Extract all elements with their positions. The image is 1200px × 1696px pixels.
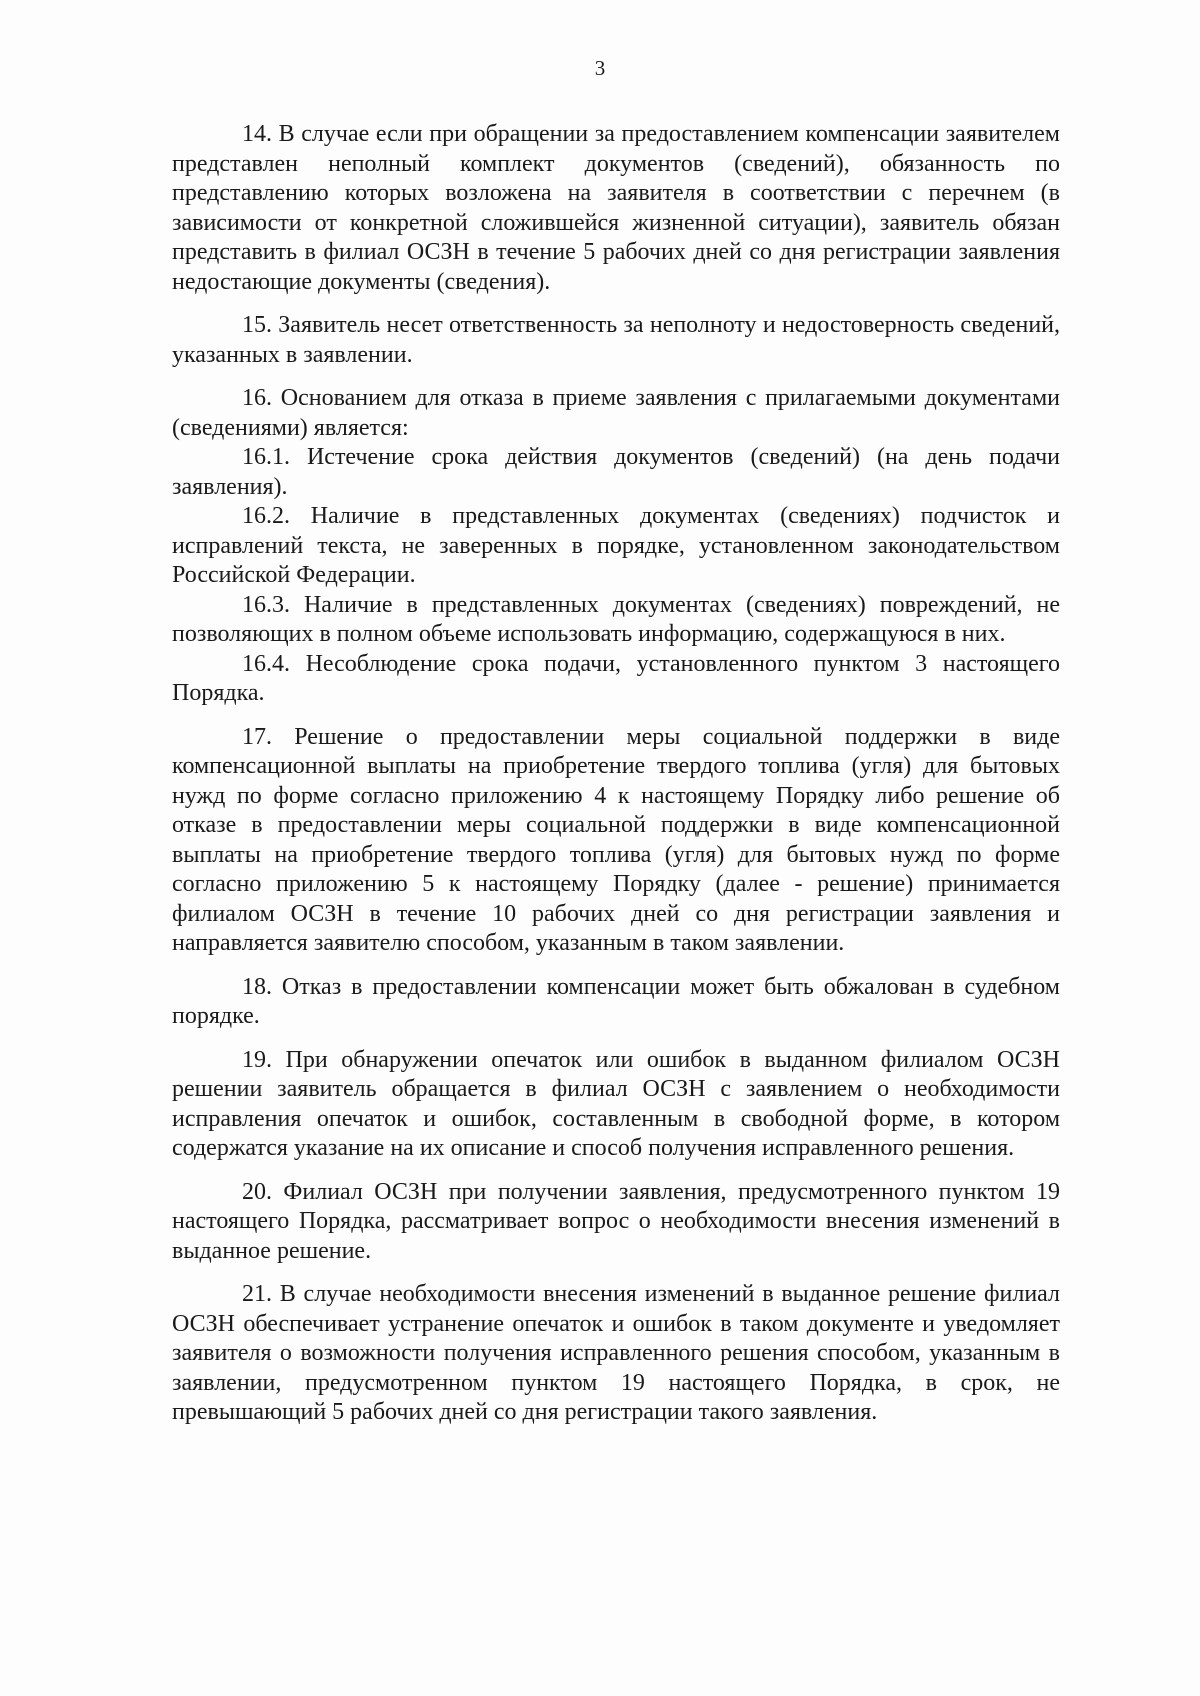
paragraph-16-3: 16.3. Наличие в представленных документах (сведениях) повреждений, не позволяющих в полном объеме использовать информацию, содержащуюся в них. — [172, 591, 1060, 647]
paragraph-16-4: 16.4. Несоблюдение срока подачи, установленного пунктом 3 настоящего Порядка. — [172, 650, 1060, 706]
paragraph-15: 15. Заявитель несет ответственность за неполноту и недостоверность сведений, указанных в заявлении. — [172, 312, 1060, 368]
page-number: 3 — [594, 56, 606, 80]
paragraph-20: 20. Филиал ОСЗН при получении заявления, предусмотренного пунктом 19 настоящего Порядка, рассматривает вопрос о необходимости внесения изменений в выданное решение. — [172, 1178, 1060, 1264]
paragraph-18: 18. Отказ в предоставлении компенсации может быть обжалован в судебном порядке. — [172, 973, 1060, 1029]
paragraph-21: 21. В случае необходимости внесения изменений в выданное решение филиал ОСЗН обеспечивает устранение опечаток и ошибок в таком документе и уведомляет заявителя о возможности получения исправленного решения способом, указанным в заявлении, предусмотренном пунктом 19 настоящего Порядка, в срок, не превышающий 5 рабочих дней со дня регистрации такого заявления. — [172, 1281, 1060, 1425]
document-body — [172, 120, 1060, 1428]
paragraph-17: 17. Решение о предоставлении меры социальной поддержки в виде компенсационной выплаты на приобретение твердого топлива (угля) для бытовых нужд по форме согласно приложению 4 к настоящему Порядку либо решение об отказе в предоставлении меры социальной поддержки в виде компенсационной выплаты на приобретение твердого топлива (угля) для бытовых нужд по форме согласно приложению 5 к настоящему Порядку (далее - решение) принимается филиалом ОСЗН в течение 10 рабочих дней со дня регистрации заявления и направляется заявителю способом, указанным в таком заявлении. — [172, 723, 1060, 956]
paragraph-14: 14. В случае если при обращении за предоставлением компенсации заявителем представлен неполный комплект документов (сведений), обязанность по представлению которых возложена на заявителя в соответствии с перечнем (в зависимости от конкретной сложившейся жизненной ситуации), заявитель обязан представить в филиал ОСЗН в течение 5 рабочих дней со дня регистрации заявления недостающие документы (сведения). — [172, 121, 1060, 295]
paragraph-16: 16. Основанием для отказа в приеме заявления с прилагаемыми документами (сведениями) является: — [172, 385, 1060, 441]
paragraph-16-2: 16.2. Наличие в представленных документах (сведениях) подчисток и исправлений текста, не заверенных в порядке, установленном законодательством Российской Федерации. — [172, 503, 1060, 588]
paragraph-16-1: 16.1. Истечение срока действия документов (сведений) (на день подачи заявления). — [172, 444, 1060, 500]
paragraph-19: 19. При обнаружении опечаток или ошибок в выданном филиалом ОСЗН решении заявитель обращается в филиал ОСЗН с заявлением о необходимости исправления опечаток и ошибок, составленным в свободной форме, в котором содержатся указание на их описание и способ получения исправленного решения. — [172, 1046, 1060, 1161]
